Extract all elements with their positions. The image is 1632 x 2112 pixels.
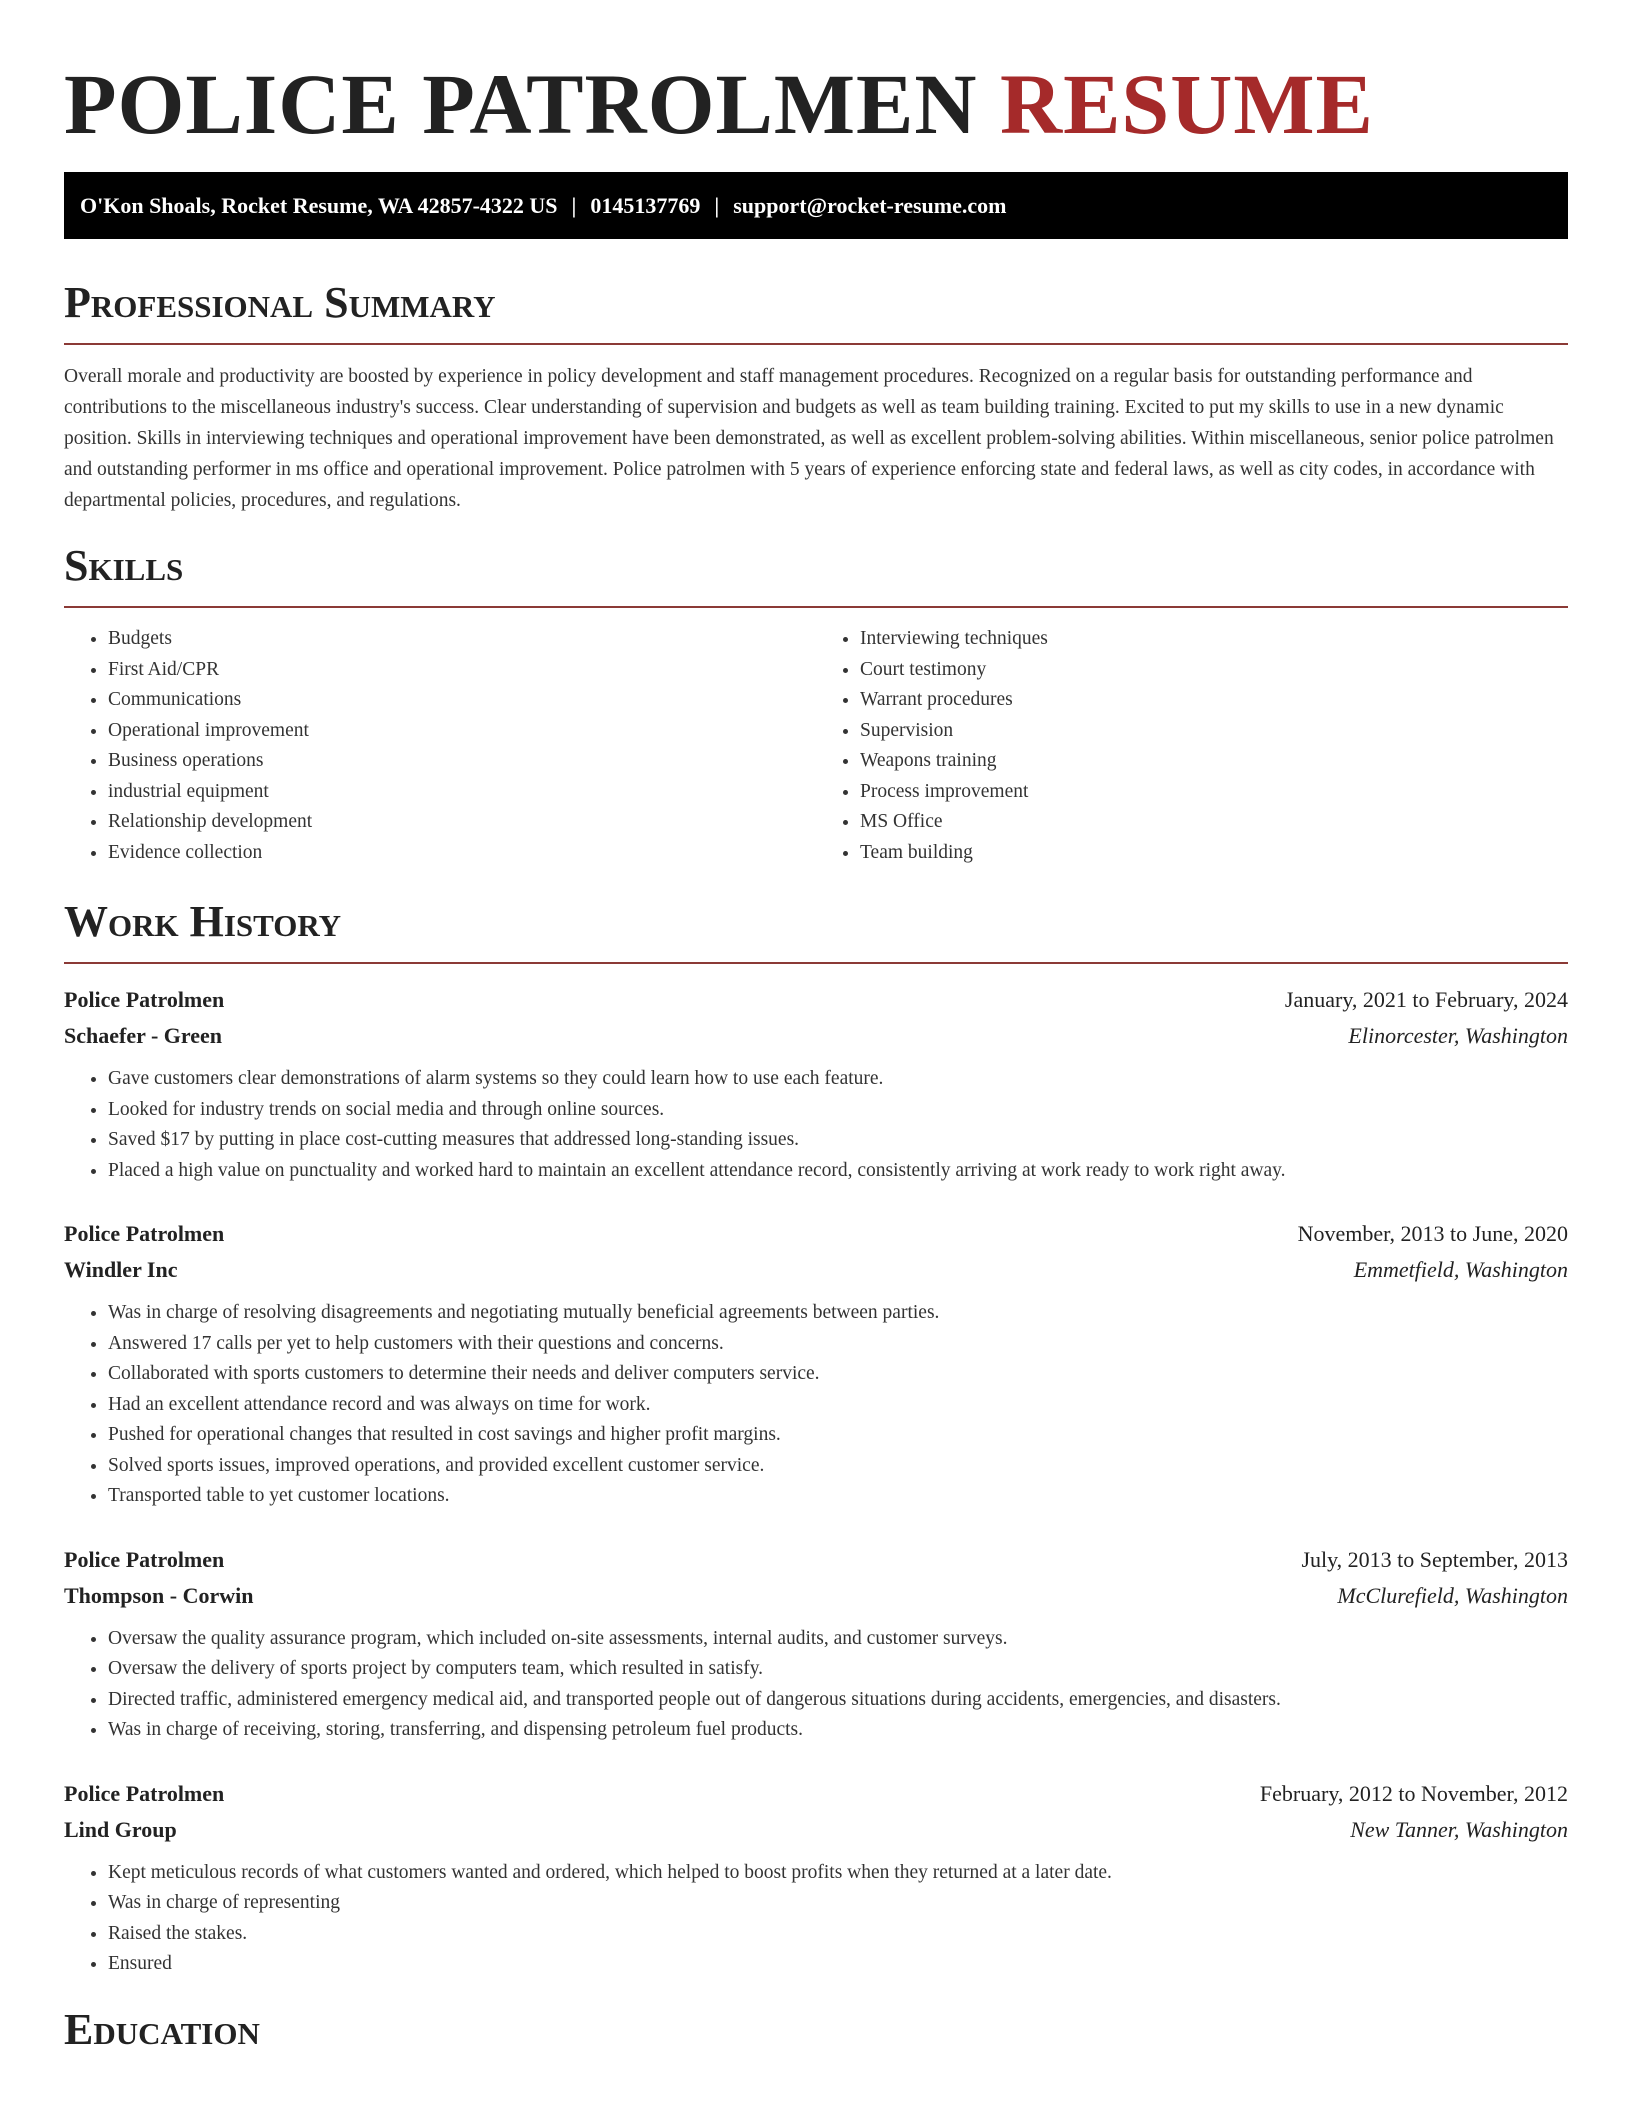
job-company: Thompson - Corwin [64, 1582, 254, 1608]
education-section [64, 2002, 1568, 2058]
job-bullets [64, 1298, 1568, 1512]
skill-item: • Operational improvement [108, 716, 816, 747]
job-dates: January, 2021 to February, 2024 [1284, 987, 1568, 1012]
job-dates: November, 2013 to June, 2020 [1297, 1221, 1568, 1246]
job-bullet: • Gave customers clear demonstrations of alarm systems so they could learn how to use each feature. [108, 1064, 1568, 1095]
job-bullet: • Placed a high value on punctuality and worked hard to maintain an excellent attendance record, consistently arriving at work ready to work right away. [108, 1156, 1568, 1187]
skill-item: • Interviewing techniques [860, 624, 1568, 655]
skill-item: • Supervision [860, 716, 1568, 747]
job-dates: July, 2013 to September, 2013 [1301, 1546, 1568, 1572]
skill-item: • Process improvement [860, 777, 1568, 808]
job-location: New Tanner, Washington [1350, 1816, 1568, 1842]
section-divider [64, 962, 1568, 964]
job-title: Police Patrolmen [64, 1221, 225, 1246]
skills-heading: Skills [64, 541, 184, 590]
job-title: Police Patrolmen [64, 987, 225, 1012]
job-title: Police Patrolmen [64, 1780, 225, 1806]
job-bullet: • Was in charge of receiving, storing, transferring, and dispensing petroleum fuel products. [108, 1715, 1568, 1746]
job-company: Windler Inc [64, 1257, 178, 1282]
skill-item: • Evidence collection [108, 838, 816, 869]
skill-item: • Court testimony [860, 655, 1568, 686]
job-bullet: • Ensured [108, 1949, 1568, 1980]
job-location: Elinorcester, Washington [1348, 1023, 1568, 1048]
job-bullet: • Oversaw the delivery of sports project by computers team, which resulted in satisfy. [108, 1654, 1568, 1685]
section-divider [64, 606, 1568, 608]
summary-text: Overall morale and productivity are boosted by experience in policy development and staff management procedures. Recognized on a regular basis for outstanding performance and contributions to the miscellaneous industry's success. Clear understanding of supervision and budgets as well as team building training. Excited to put my skills to use in a new dynamic position. Skills in interviewing techniques and operational improvement have been demonstrated, as well as excellent problem-solving abilities. Within miscellaneous, senior police patrolmen and outstanding performer in ms office and operational improvement. Police patrolmen with 5 years of experience enforcing state and federal laws, as well as city codes, in accordance with departmental policies, procedures, and regulations. [64, 366, 1554, 511]
contact-separator: | [571, 192, 577, 218]
skill-item: • Communications [108, 685, 816, 716]
job-entry [64, 1776, 1568, 1980]
job-company-row [64, 1578, 1568, 1614]
work-history-heading: Work History [64, 897, 342, 946]
title-main: POLICE PATROLMEN [64, 56, 978, 152]
contact-address: O'Kon Shoals, Rocket Resume, WA 42857-4322 US [80, 192, 558, 218]
skills-columns [64, 624, 1568, 868]
contact-separator: | [714, 192, 720, 218]
job-header-row [64, 1216, 1568, 1252]
skill-item: • industrial equipment [108, 777, 816, 808]
contact-bar [64, 172, 1568, 239]
skill-item: • MS Office [860, 807, 1568, 838]
resume-title [64, 0, 1568, 150]
job-location: Emmetfield, Washington [1353, 1257, 1568, 1282]
job-bullet: • Had an excellent attendance record and was always on time for work. [108, 1390, 1568, 1421]
job-bullet: • Looked for industry trends on social media and through online sources. [108, 1095, 1568, 1126]
job-bullet: • Transported table to yet customer locations. [108, 1481, 1568, 1512]
section-divider [64, 343, 1568, 345]
job-bullet: • Collaborated with sports customers to determine their needs and deliver computers service. [108, 1359, 1568, 1390]
summary-section [64, 275, 1568, 516]
job-company-row [64, 1252, 1568, 1288]
skills-list-left [64, 624, 816, 868]
title-accent: RESUME [999, 56, 1374, 152]
job-dates: February, 2012 to November, 2012 [1259, 1780, 1568, 1806]
job-bullet: • Saved $17 by putting in place cost-cutting measures that addressed long-standing issues. [108, 1125, 1568, 1156]
skill-item: • Business operations [108, 746, 816, 777]
skills-list-right [816, 624, 1568, 868]
job-company-row [64, 1812, 1568, 1848]
skill-item: • Relationship development [108, 807, 816, 838]
job-bullet: • Pushed for operational changes that resulted in cost savings and higher profit margins. [108, 1420, 1568, 1451]
skill-item: • Team building [860, 838, 1568, 869]
skills-section [64, 538, 1568, 868]
job-entry [64, 982, 1568, 1186]
skill-item: • First Aid/CPR [108, 655, 816, 686]
skill-item: • Budgets [108, 624, 816, 655]
contact-phone: 0145137769 [590, 192, 701, 218]
skill-item: • Weapons training [860, 746, 1568, 777]
job-bullet: • Was in charge of resolving disagreements and negotiating mutually beneficial agreements between parties. [108, 1298, 1568, 1329]
job-bullet: • Oversaw the quality assurance program, which included on-site assessments, internal audits, and customer surveys. [108, 1624, 1568, 1655]
job-entry [64, 1216, 1568, 1512]
job-location: McClurefield, Washington [1337, 1582, 1568, 1608]
job-header-row [64, 1542, 1568, 1578]
job-bullets [64, 1064, 1568, 1186]
job-header-row [64, 982, 1568, 1018]
skill-item: • Warrant procedures [860, 685, 1568, 716]
job-header-row [64, 1776, 1568, 1812]
job-bullet: • Directed traffic, administered emergency medical aid, and transported people out of dangerous situations during accidents, emergencies, and disasters. [108, 1685, 1568, 1716]
work-history-section [64, 894, 1568, 1980]
education-heading: Education [64, 2004, 260, 2054]
job-company-row [64, 1018, 1568, 1054]
summary-heading: Professional Summary [64, 278, 496, 327]
job-title: Police Patrolmen [64, 1546, 225, 1572]
job-bullet: • Answered 17 calls per yet to help customers with their questions and concerns. [108, 1329, 1568, 1360]
job-company: Schaefer - Green [64, 1023, 223, 1048]
job-entry [64, 1542, 1568, 1746]
job-bullets [64, 1624, 1568, 1746]
job-bullets [64, 1858, 1568, 1980]
job-company: Lind Group [64, 1816, 177, 1842]
job-bullet: • Kept meticulous records of what customers wanted and ordered, which helped to boost profits when they returned at a later date. [108, 1858, 1568, 1889]
contact-email: support@rocket-resume.com [733, 192, 1007, 218]
job-bullet: • Solved sports issues, improved operations, and provided excellent customer service. [108, 1451, 1568, 1482]
job-bullet: • Raised the stakes. [108, 1919, 1568, 1950]
job-bullet: • Was in charge of representing [108, 1888, 1568, 1919]
